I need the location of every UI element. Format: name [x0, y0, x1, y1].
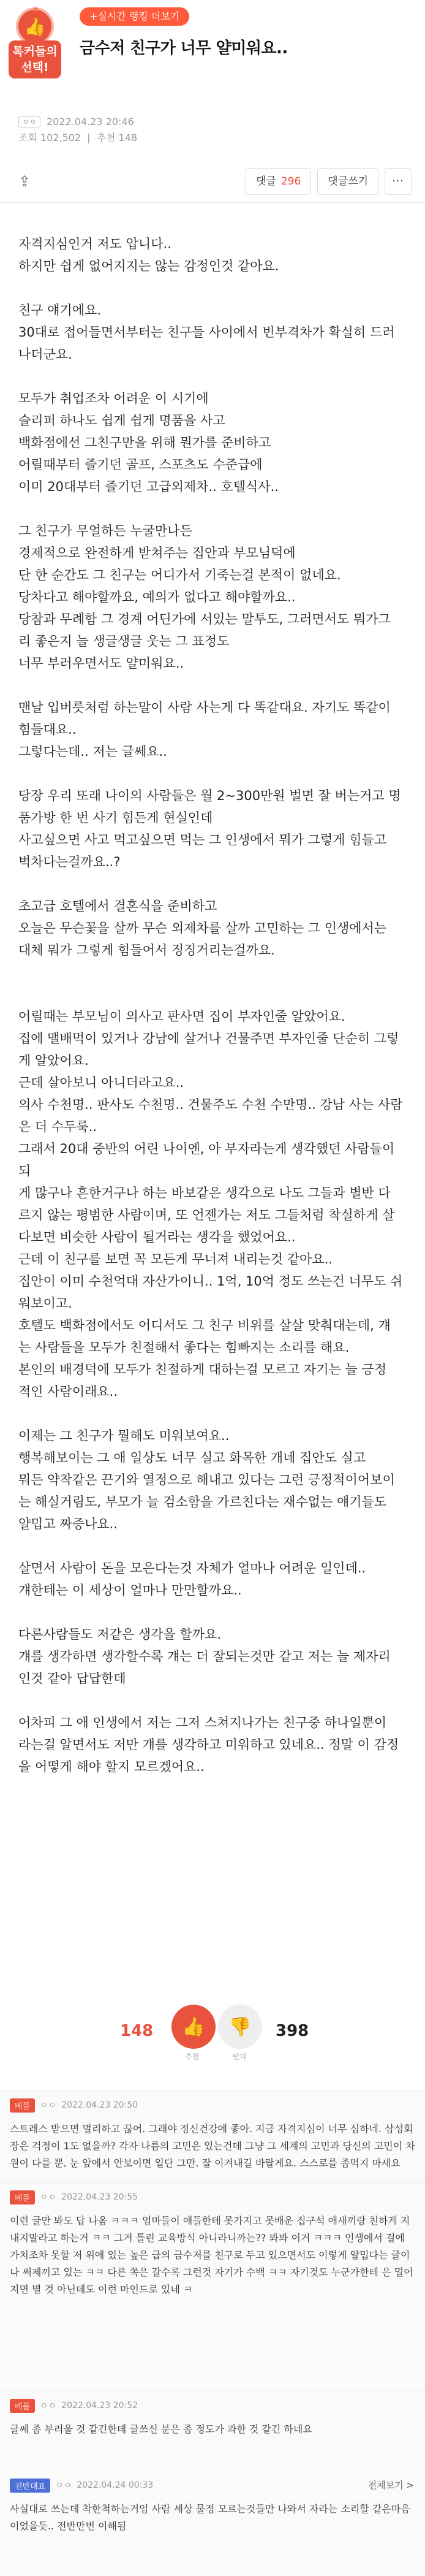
body-line: 적인 사람이래요..: [18, 1384, 118, 1399]
comment-author[interactable]: ㅇㅇ: [55, 2481, 72, 2491]
body-line: 다보면 비슷한 사람이 될거라는 생각을 했었어요..: [18, 1230, 296, 1244]
upvote-label: 추천: [185, 2052, 200, 2061]
body-line: 힘들대요..: [18, 722, 77, 737]
body-line: 그 친구가 무얼하든 누굴만나든: [18, 524, 192, 538]
body-line: 을 어떻게 해야 할지 모르겠어요..: [18, 1759, 205, 1774]
body-line: [18, 873, 410, 895]
body-line: [18, 365, 410, 387]
body-line: [18, 1690, 410, 1712]
body-line: 단 한 순간도 그 친구는 어디가서 기죽는걸 본적이 없네요.: [18, 568, 341, 582]
body-line: 모두가 취업조차 어려운 이 시기에: [18, 391, 209, 406]
body-line: 근데 이 친구를 보면 꼭 모든게 무너져 내리는것 같아요..: [18, 1252, 333, 1267]
body-line: 걔한테는 이 세상이 얼마나 만만할까요..: [18, 1583, 242, 1598]
body-line: 당참과 무례함 그 경계 어딘가에 서있는 말투도, 그러면서도 뭐가그: [18, 612, 391, 627]
body-line: 다른사람들도 저같은 생각을 할까요.: [18, 1627, 221, 1642]
downvote-button[interactable]: 👎: [218, 2005, 262, 2049]
body-line: 당차다고 해야할까요, 예의가 없다고 해야할까요..: [18, 590, 296, 604]
body-line: 경제적으로 완전하게 받쳐주는 집안과 부모님덕에: [18, 546, 296, 560]
post-header: [0, 0, 425, 190]
author-name[interactable]: ㅇㅇ: [18, 116, 40, 128]
body-line: 사고싶으면 사고 먹고싶으면 먹는 그 인생에서 뭐가 그렇게 힘들고: [18, 833, 387, 847]
body-line: 근데 살아보니 아니더라고요..: [18, 1075, 184, 1090]
body-line: 리 좋은지 늘 생글생글 웃는 그 표정도: [18, 634, 230, 649]
body-line: 이미 20대부터 즐기던 고급외제차.. 호텔식사..: [18, 479, 279, 494]
post-body: [18, 233, 410, 1778]
body-line: 르지 않는 평범한 사람이며, 또 언젠가는 저도 그들처럼 착실하게 살: [18, 1208, 395, 1222]
comment-date: 2022.04.23 20:55: [61, 2192, 138, 2202]
downvote-count: 398: [276, 2022, 309, 2040]
body-line: 나더군요.: [18, 347, 72, 362]
comment-text: 스트레스 받으면 멀리하고 끊어. 그래야 정신건강에 좋아. 지금 자격지심이 너무 심하네. 삼성회장은 걱정이 1도 없을까? 각자 나름의 고민은 있는건데 그냥 그 세계의 고민과 당신의 고민이 차원이 다를 뿐. 눈 앞에서 안보이면 일단 그만. 잘 이겨내길 바랄게요. 스스로를 좀먹지 마세요: [10, 2123, 415, 2169]
write-comment-button[interactable]: 댓글쓰기: [317, 168, 378, 195]
comment-date: 2022.04.23 20:50: [61, 2100, 138, 2110]
share-icon[interactable]: ⇪: [18, 173, 31, 190]
body-line: 게 알았어요.: [18, 1053, 89, 1068]
comment-tag: 전반대표: [10, 2479, 50, 2493]
body-line: 너무 부러우면서도 얄미워요..: [18, 656, 184, 671]
view-count: 조회 102,502: [18, 132, 81, 143]
body-line: 어릴때는 부모님이 의사고 판사면 집이 부자인줄 알았어요.: [18, 1009, 345, 1024]
comment-button[interactable]: 댓글 296: [246, 168, 311, 195]
star-icon: ★: [31, 5, 40, 15]
body-line: 품가방 한 번 사기 힘든게 현실인데: [18, 810, 213, 825]
body-line: 뭐든 약착같은 끈기와 열정으로 해내고 있다는 그런 긍정적이어보이: [18, 1473, 395, 1487]
realtime-ranking-button[interactable]: +실시간 랭킹 더보기: [80, 7, 189, 26]
body-line: 당장 우리 또래 나이의 사람들은 월 2~300만원 벌면 잘 버는거고 명: [18, 788, 401, 803]
comment-tag: 베플: [10, 2190, 35, 2204]
comment-date: 2022.04.23 20:52: [61, 2401, 138, 2410]
body-line: 라는걸 알면서도 저만 걔를 생각하고 미워하고 있네요.. 정말 이 감정: [18, 1737, 399, 1752]
body-line: 어차피 그 애 인생에서 저는 그저 스쳐지나가는 친구중 하나일뿐이: [18, 1715, 387, 1730]
body-line: 백화점에선 그친구만을 위해 뭔가를 준비하고: [18, 435, 271, 450]
body-line: [18, 277, 410, 299]
body-line: 슬리퍼 하나도 쉽게 쉽게 명품을 사고: [18, 413, 225, 428]
comment-tag: 베플: [10, 2098, 35, 2113]
body-line: 게 많구나 흔한거구나 하는 바보같은 생각으로 나도 그들과 별반 다: [18, 1186, 391, 1200]
body-line: 는 해실거림도, 부모가 늘 검소함을 가르친다는 재수없는 얘기들도: [18, 1495, 387, 1509]
body-line: 의사 수천명.. 판사도 수천명.. 건물주도 수천 수만명.. 강남 사는 사람: [18, 1097, 403, 1112]
post-date: 2022.04.23 20:46: [47, 116, 134, 128]
body-line: 본인의 배경덕에 모두가 친절하게 대하는걸 모르고 자기는 늘 긍정: [18, 1362, 387, 1377]
downvote-label: 반대: [233, 2052, 247, 2061]
comment-author[interactable]: ㅇㅇ: [40, 2401, 57, 2411]
comment: [0, 2391, 425, 2471]
body-line: 걔를 생각하면 생각할수록 걔는 더 잘되는것만 같고 저는 늘 제자리: [18, 1649, 391, 1664]
body-line: 벅차다는걸까요..?: [18, 855, 121, 869]
body-line: 살면서 사람이 돈을 모은다는것 자체가 얼마나 어려운 일인데..: [18, 1561, 366, 1576]
rec-count: 추천 148: [96, 132, 138, 143]
body-line: 은 더 수두룩..: [18, 1119, 97, 1134]
upvote-button[interactable]: 👍: [171, 2005, 216, 2049]
body-line: [18, 1403, 410, 1425]
divider: [0, 202, 425, 203]
thumbs-up-icon: 👍: [16, 7, 54, 45]
comment-text: 이런 글만 봐도 답 나옴 ㅋㅋㅋ 엄마들이 애들한테 못가지고 못배운 집구석 애새끼랑 친하게 지내지말라고 하는거 ㅋㅋ 그거 틀린 교육방식 아니라니까는?? 봐봐 이거 ㅋㅋㅋ 인생에서 걸에 가치조차 못할 저 위에 있는 높은 급의 금수저를 친구로 두고 있으면서도 이렇게 얄밉다는 글이나 써제끼고 있는 ㅋㅋ 다른 쪽은 갈수록 그런것 자기가 수백 ㅋㅋ 자기것도 누군가한테 은 멀어지면 별 것 아닌데도 이런 마인드로 있네 ㅋ: [10, 2215, 413, 2295]
body-line: 30대로 접어들면서부터는 친구들 사이에서 빈부격차가 확실히 드러: [18, 325, 395, 340]
body-line: [18, 961, 410, 983]
body-line: 대체 뭐가 그렇게 힘들어서 징징거리는걸까요.: [18, 943, 275, 958]
body-line: [18, 498, 410, 520]
comment-text: 글쎄 좀 부러울 것 같긴한데 글쓰신 분은 좀 정도가 과한 것 같긴 하네요: [10, 2423, 312, 2435]
comment-author[interactable]: ㅇㅇ: [40, 2193, 57, 2203]
body-line: 집안이 이미 수천억대 자산가이니.. 1억, 10억 정도 쓰는건 너무도 쉬: [18, 1274, 403, 1289]
body-line: 인것 같아 답답한데: [18, 1671, 126, 1686]
body-line: [18, 763, 410, 785]
body-line: 어릴때부터 즐기던 골프, 스포츠도 수준급에: [18, 457, 263, 472]
post-meta: ㅇㅇ 2022.04.23 20:46 조회 102,502 | 추천 148: [18, 114, 137, 146]
vote-area: [0, 1999, 425, 2072]
body-line: 자격지심인거 저도 압니다..: [18, 237, 171, 251]
badge-label: 톡커들의 선택!: [9, 40, 61, 78]
body-line: 이제는 그 친구가 뭘해도 미워보여요..: [18, 1428, 230, 1443]
body-line: [18, 674, 410, 696]
body-line: 하지만 쉽게 없어지지는 않는 감정인것 같아요.: [18, 259, 279, 273]
comment: [0, 2182, 425, 2391]
body-line: [18, 1535, 410, 1557]
page-title: 금수저 친구가 너무 얄미워요..: [80, 39, 288, 58]
comment-date: 2022.04.24 00:33: [77, 2480, 154, 2490]
comment-author[interactable]: ㅇㅇ: [40, 2101, 57, 2111]
comment-tag: 베플: [10, 2399, 35, 2413]
body-line: 맨날 입버릇처럼 하는말이 사람 사는게 다 똑같대요. 자기도 똑같이: [18, 700, 391, 715]
body-line: 집에 맬배먹이 있거나 강남에 살거나 건물주면 부자인줄 단순히 그렇: [18, 1031, 399, 1046]
body-line: 친구 얘기에요.: [18, 303, 102, 318]
body-line: 얄밉고 짜증나요..: [18, 1517, 118, 1531]
comment-text: 사실대로 쓰는데 착한척하는거임 사람 세상 물정 모르는것들만 나와서 자라는 소리할 같은마음이었을듯.. 전반만번 이해됨: [10, 2503, 410, 2532]
comment: [0, 2471, 425, 2576]
body-line: 는 사람들을 모두가 친절해서 좋다는 힘빠지는 소리를 해요.: [18, 1340, 350, 1355]
body-line: [18, 983, 410, 1005]
upvote-count: 148: [120, 2022, 154, 2040]
more-button[interactable]: ···: [385, 168, 412, 195]
body-line: 호텔도 백화점에서도 어디서도 그 친구 비위를 살살 맞춰대는데, 걔: [18, 1318, 391, 1333]
body-line: 오늘은 무슨꽃을 살까 무슨 외제차를 살까 고민하는 그 인생에서는: [18, 921, 387, 936]
body-line: 초고급 호텔에서 결혼식을 준비하고: [18, 899, 217, 913]
body-line: [18, 1601, 410, 1623]
body-line: 행복해보이는 그 애 일상도 너무 실고 화목한 개네 집안도 실고: [18, 1450, 366, 1465]
body-line: 워보이고.: [18, 1296, 72, 1311]
comment: [0, 2090, 425, 2182]
tokker-choice-badge: [9, 7, 61, 80]
body-line: 그렇다는데.. 저는 글쎄요..: [18, 744, 167, 759]
body-line: 그래서 20대 중반의 어린 나이엔, 아 부자라는게 생각했던 사람들이 되: [18, 1141, 395, 1178]
view-all-link[interactable]: 전체보기 >: [367, 2480, 414, 2491]
